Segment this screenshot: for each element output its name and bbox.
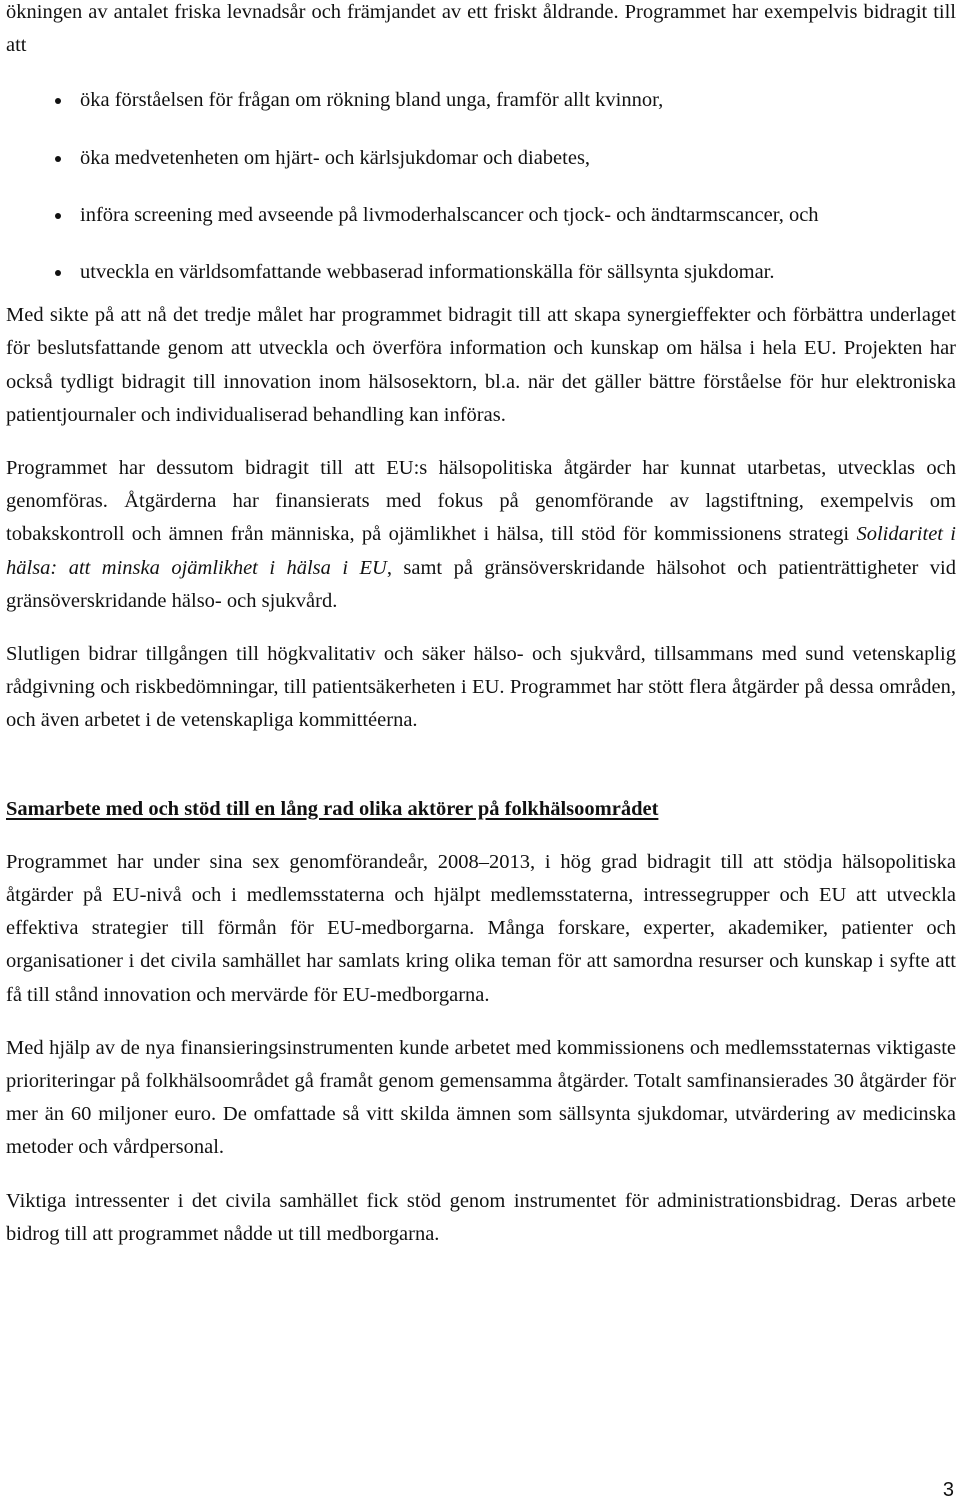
list-item-text: utveckla en världsomfattande webbaserad informationskälla för sällsynta sjukdomar.: [80, 261, 775, 284]
list-item: [6, 142, 956, 175]
stakeholders-paragraph: Viktiga intressenter i det civila samhället fick stöd genom instrumentet för administrationsbidrag. Deras arbete bidrog till att programmet nådde ut till medborgarna.: [6, 1189, 956, 1245]
list-item: [6, 84, 956, 117]
list-item-text: öka förståelsen för frågan om rökning bland unga, framför allt kvinnor,: [80, 89, 664, 112]
bullet-icon: [55, 270, 61, 276]
policy-text-start: Programmet har dessutom bidragit till att EU:s hälsopolitiska åtgärder har kunnat utarbetas, utvecklas och genomföras. Åtgärderna har finansierats med fokus på genomförande av lagstiftning, exempelvis om tobakskontroll och ämnen från människa, på ojämlikhet i hälsa, till stöd för kommissionens strategi: [6, 457, 956, 546]
goal3-paragraph: Med sikte på att nå det tredje målet har programmet bidragit till att skapa synergieffekter och förbättra underlaget för beslutsfattande genom att utveckla och överföra information och kunskap om hälsa i hela EU. Projekten har också tydligt bidragit till innovation inom hälsosektorn, bl.a. när det gäller bättre förståelse för hur elektroniska patientjournaler och individualiserad behandling kan införas.: [6, 304, 956, 426]
strategy-title: Solidaritet i hälsa: att minska ojämlikhet i hälsa i EU: [6, 523, 956, 579]
cooperation-paragraph: Programmet har under sina sex genomförandeår, 2008–2013, i hög grad bidragit till att stödja hälsopolitiska åtgärder på EU-nivå och i medlemsstaterna och hjälpt medlemsstaterna, intressegrupper och EU att utveckla effektiva strategier till förmån för EU-medborgarna. Många forskare, experter, akademiker, patienter och organisationer i det civila samhället har samlats kring olika teman för att samordna resurser och kunskap i syfte att få till stånd innovation och mervärde för EU-medborgarna.: [6, 850, 956, 1006]
access-paragraph: Slutligen bidrar tillgången till högkvalitativ och säker hälso- och sjukvård, tillsammans med sund vetenskaplig rådgivning och riskbedömningar, till patientsäkerheten i EU. Programmet har stött flera åtgärder på dessa områden, och även arbetet i de vetenskapliga kommittéerna.: [6, 643, 956, 732]
achievement-list: [6, 84, 956, 289]
bullet-icon: [55, 98, 61, 104]
list-item-text: införa screening med avseende på livmoderhalscancer och tjock- och ändtarmscancer, och: [80, 203, 819, 226]
intro-paragraph: ökningen av antalet friska levnadsår och främjandet av ett friskt åldrande. Programmet har exempelvis bidragit till att: [6, 1, 956, 57]
list-item: [6, 256, 956, 289]
list-item-text: öka medvetenheten om hjärt- och kärlsjukdomar och diabetes,: [80, 146, 591, 169]
list-item: [6, 199, 956, 232]
policy-text-end: , samt på gränsöverskridande hälsohot och patienträttigheter vid gränsöverskridande hälso- och sjukvård.: [6, 556, 956, 612]
funding-paragraph: Med hjälp av de nya finansieringsinstrumenten kunde arbetet med kommissionens och medlemsstaternas viktigaste prioriteringar på folkhälsoområdet gå framåt genom gemensamma åtgärder. Totalt samfinansierades 30 åtgärder för mer än 60 miljoner euro. De omfattade så vitt skilda ämnen som sällsynta sjukdomar, utvärdering av medicinska metoder och vårdpersonal.: [6, 1036, 956, 1159]
section-heading: Samarbete med och stöd till en lång rad olika aktörer på folkhälsoområdet: [6, 797, 659, 820]
bullet-icon: [55, 156, 61, 162]
document-page: [6, 0, 956, 1251]
bullet-icon: [55, 213, 61, 219]
page-number: 3: [942, 1479, 954, 1501]
policy-paragraph: [6, 452, 956, 618]
